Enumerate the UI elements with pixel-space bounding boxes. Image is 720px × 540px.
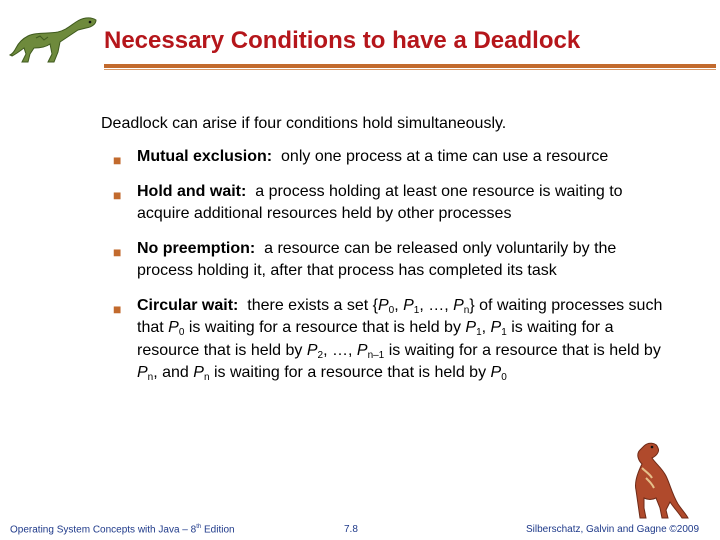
bullet-no-preemption: [113, 238, 673, 283]
footer-right: Silberschatz, Galvin and Gagne ©2009: [526, 524, 700, 535]
n-square-bullet-icon: ■: [113, 300, 122, 317]
bullet-text: only one process at a time can use a resource: [281, 148, 609, 165]
n-square-bullet-icon: ■: [113, 152, 122, 168]
intro-text: Deadlock can arise if four conditions hold simultaneously.: [101, 115, 507, 132]
bullet-list: [113, 146, 673, 397]
bullet-label: Mutual exclusion:: [137, 148, 273, 165]
n-square-bullet-icon: ■: [113, 243, 122, 260]
bullet-hold-and-wait: [113, 181, 673, 226]
bullet-text: a resource can be released only voluntarily by the process holding it, after that process has completed its task: [137, 239, 617, 279]
dinosaur-logo-bottom: [622, 438, 690, 520]
title-underline-thin: [104, 69, 716, 70]
bullet-label: Hold and wait:: [137, 182, 247, 200]
bullet-mutual-exclusion: [113, 146, 673, 169]
dinosaur-logo-top: [6, 14, 100, 64]
footer-page-number: 7.8: [344, 524, 358, 535]
bullet-label: No preemption:: [137, 239, 256, 257]
bullet-label: Circular wait:: [137, 296, 239, 314]
n-square-bullet-icon: ■: [113, 186, 122, 203]
footer-left: Operating System Concepts with Java – 8th Edition: [10, 524, 235, 536]
bullet-circular-wait: [113, 295, 673, 385]
bullet-text: there exists a set {$P_0$, $P_1$, …, $P_n$} of waiting processes such that $P_0$ is waiting for a resource that is held by $P_1$, $P_1$ is waiting for a resource that is held by $P_2$, …, $P_{n-1}$ is waiting for a resource that is held by $P_n$, and $P_n$ is waiting for a resource that is held by $P_0$: [137, 296, 663, 383]
bullet-text: a process holding at least one resource is waiting to acquire additional resources held by other processes: [137, 182, 623, 222]
title-underline: [104, 64, 716, 68]
slide-title: Necessary Conditions to have a Deadlock: [104, 27, 581, 54]
